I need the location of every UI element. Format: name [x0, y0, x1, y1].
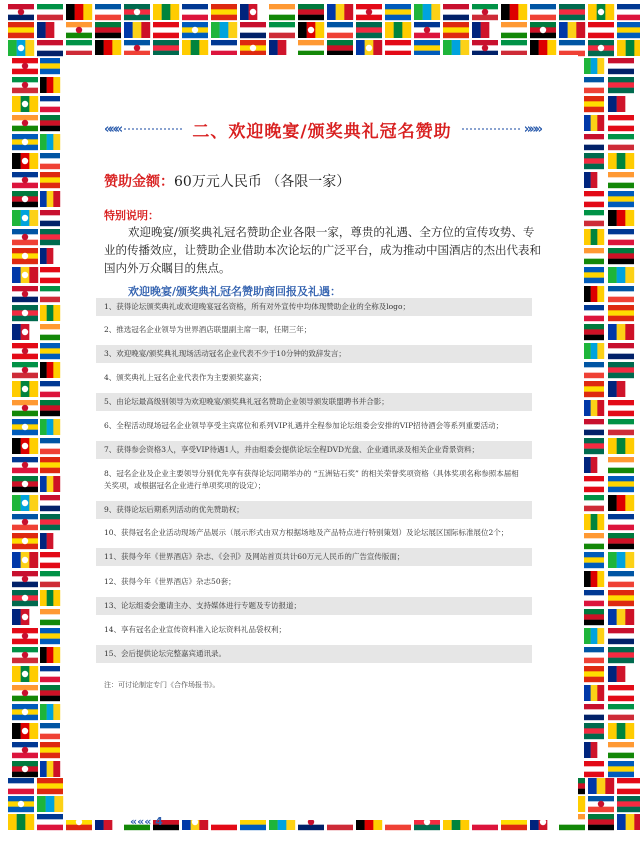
flag-tile — [12, 77, 38, 93]
flag-tile — [40, 514, 60, 530]
flag-tile — [37, 778, 63, 794]
flag-tile — [240, 4, 266, 20]
sponsorship-amount — [104, 171, 350, 191]
page-title: 二、欢迎晚宴/颁奖典礼冠名赞助 — [192, 121, 452, 142]
flag-tile — [40, 495, 60, 511]
flag-tile — [584, 362, 604, 378]
flag-tile — [530, 4, 556, 20]
flag-tile — [40, 571, 60, 587]
flag-tile — [584, 286, 604, 302]
flag-tile — [472, 40, 498, 56]
flag-tile — [37, 40, 63, 56]
flag-tile — [40, 362, 60, 378]
flag-tile — [8, 40, 34, 56]
flag-tile — [12, 590, 38, 606]
flag-tile — [608, 704, 634, 720]
flag-tile — [584, 457, 604, 473]
flag-tile — [40, 742, 60, 758]
flag-tile — [182, 22, 208, 38]
flag-tile — [617, 4, 640, 20]
flag-tile — [40, 590, 60, 606]
flag-tile — [12, 153, 38, 169]
flag-tile — [12, 58, 38, 74]
flag-tile — [608, 571, 634, 587]
flag-tile — [584, 58, 604, 74]
flag-tile — [12, 343, 38, 359]
flag-tile — [584, 229, 604, 245]
flag-tile — [12, 210, 38, 226]
flag-tile — [124, 40, 150, 56]
flag-tile — [40, 761, 60, 777]
flag-tile — [608, 343, 634, 359]
flag-tile — [12, 704, 38, 720]
flag-tile — [40, 115, 60, 131]
flag-tile — [414, 4, 440, 20]
flag-tile — [584, 96, 604, 112]
flag-tile — [40, 305, 60, 321]
flag-tile — [608, 153, 634, 169]
flag-tile — [584, 153, 604, 169]
page-chevron-icon: ««« — [130, 815, 152, 828]
flag-tile — [588, 796, 614, 812]
flag-tile — [617, 22, 640, 38]
flag-tile — [8, 814, 34, 830]
flag-tile — [153, 40, 179, 56]
flag-tile — [608, 229, 634, 245]
flag-tile — [501, 4, 527, 20]
flag-tile — [584, 685, 604, 701]
flag-tile — [12, 362, 38, 378]
flag-tile — [608, 476, 634, 492]
flag-tile — [12, 647, 38, 663]
flag-tile — [584, 514, 604, 530]
flag-tile — [584, 115, 604, 131]
list-item: 12、获得今年《世界酒店》杂志50套； — [104, 577, 236, 586]
flag-tile — [40, 552, 60, 568]
flag-tile — [12, 742, 38, 758]
flag-tile — [584, 77, 604, 93]
flag-tile — [608, 58, 634, 74]
flag-tile — [40, 267, 60, 283]
list-item: 9、获得论坛后期系列活动的优先赞助权； — [96, 501, 532, 519]
flag-tile — [40, 343, 60, 359]
flag-tile — [40, 476, 60, 492]
flag-tile — [608, 248, 634, 264]
flag-tile — [66, 40, 92, 56]
flag-tile — [356, 4, 382, 20]
flag-tile — [414, 40, 440, 56]
flag-tile — [12, 419, 38, 435]
left-chevron-icon: ««« — [104, 121, 121, 137]
title-rule-right — [462, 128, 520, 130]
flag-tile — [12, 685, 38, 701]
flag-tile — [584, 704, 604, 720]
flag-tile — [37, 4, 63, 20]
flag-tile — [559, 4, 585, 20]
special-note-heading: 特别说明： — [104, 209, 159, 222]
flag-tile — [40, 723, 60, 739]
flag-tile — [584, 476, 604, 492]
flag-tile — [584, 742, 604, 758]
flag-tile — [269, 4, 295, 20]
flag-tile — [269, 22, 295, 38]
flag-tile — [327, 40, 353, 56]
flag-tile — [298, 40, 324, 56]
flag-tile — [40, 286, 60, 302]
list-item: 7、获得参会资格3人，享受VIP待遇1人，并由组委会提供论坛全程DVD光盘、企业通讯录及相关企业背景资料； — [96, 441, 532, 459]
flag-tile — [12, 134, 38, 150]
flag-tile — [8, 778, 34, 794]
flag-tile — [584, 381, 604, 397]
amount-value: 60万元人民币 （各限一家） — [174, 174, 351, 190]
flag-tile — [472, 22, 498, 38]
flag-tile — [530, 40, 556, 56]
flag-tile — [559, 22, 585, 38]
flag-tile — [40, 172, 60, 188]
flag-tile — [12, 609, 38, 625]
flag-tile — [153, 22, 179, 38]
flag-tile — [588, 22, 614, 38]
flag-tile — [608, 172, 634, 188]
list-item: 14、享有冠名企业宣传资料准入论坛资料礼品袋权利； — [104, 625, 287, 634]
list-item: 6、全程活动现场冠名企业领导享受主宾席位和系列VIP礼遇并全程参加论坛组委会安排的VIP招待酒会等系列重要活动； — [104, 421, 504, 430]
flag-tile — [40, 628, 60, 644]
flag-tile — [584, 647, 604, 663]
flag-tile — [40, 533, 60, 549]
flag-tile — [8, 4, 34, 20]
flag-tile — [66, 22, 92, 38]
flag-tile — [40, 419, 60, 435]
flag-tile — [443, 22, 469, 38]
flag-tile — [40, 324, 60, 340]
flag-tile — [608, 457, 634, 473]
flag-tile — [584, 533, 604, 549]
flag-tile — [588, 40, 614, 56]
footnote: 注：可讨论制定专门《合作场报书》。 — [104, 681, 220, 689]
flag-tile — [12, 514, 38, 530]
flag-tile — [385, 22, 411, 38]
flag-tile — [608, 495, 634, 511]
flag-tile — [385, 40, 411, 56]
flag-tile — [608, 115, 634, 131]
list-item: 4、颁奖典礼上冠名企业代表作为主要颁奖嘉宾； — [104, 373, 267, 382]
flag-tile — [211, 4, 237, 20]
title-row — [104, 118, 540, 140]
flag-tile — [608, 324, 634, 340]
flag-tile — [40, 96, 60, 112]
flag-tile — [584, 761, 604, 777]
flag-tile — [608, 134, 634, 150]
flag-tile — [617, 814, 640, 830]
flag-tile — [40, 400, 60, 416]
flag-tile — [12, 191, 38, 207]
flag-tile — [12, 457, 38, 473]
flag-tile — [95, 22, 121, 38]
flag-tile — [37, 814, 63, 830]
flag-tile — [40, 77, 60, 93]
flag-tile — [608, 685, 634, 701]
right-chevron-icon: »»» — [523, 121, 540, 137]
flag-tile — [608, 191, 634, 207]
flag-tile — [12, 96, 38, 112]
flag-tile — [584, 552, 604, 568]
flag-tile — [608, 438, 634, 454]
flag-tile — [608, 286, 634, 302]
flag-tile — [40, 381, 60, 397]
flag-tile — [501, 22, 527, 38]
list-item: 10、获得冠名企业活动现场产品展示（展示形式由双方根据场地及产品特点进行特别策划）及论坛展区国际标准展位2个； — [104, 528, 509, 537]
flag-tile — [584, 400, 604, 416]
flag-tile — [608, 647, 634, 663]
flag-tile — [584, 324, 604, 340]
flag-tile — [584, 571, 604, 587]
flag-tile — [584, 609, 604, 625]
flag-tile — [584, 723, 604, 739]
flag-tile — [608, 590, 634, 606]
list-item: 11、获得今年《世界酒店》杂志、《会刊》及网站首页共计60万元人民币的广告宣传版面； — [96, 548, 532, 566]
flag-tile — [40, 685, 60, 701]
flag-tile — [356, 40, 382, 56]
flag-tile — [12, 381, 38, 397]
flag-tile — [608, 609, 634, 625]
list-item: 8、冠名企业及企业主要领导分别优先享有获得论坛同期举办的 “五洲钻石奖” 的相关荣誉奖项资格（具体奖项名称参照本届相关奖项，或根据冠名企业进行单项奖项的设定）； — [104, 469, 519, 490]
flag-tile — [40, 248, 60, 264]
list-item: 5、由论坛最高级别领导为欢迎晚宴/颁奖典礼冠名赞助企业领导颁发联盟聘书并合影； — [96, 393, 532, 411]
flag-tile — [584, 438, 604, 454]
flag-tile — [584, 134, 604, 150]
flag-tile — [608, 96, 634, 112]
flag-tile — [501, 40, 527, 56]
flag-tile — [240, 22, 266, 38]
flag-tile — [40, 438, 60, 454]
flag-tile — [617, 778, 640, 794]
flag-tile — [584, 267, 604, 283]
flag-tile — [356, 22, 382, 38]
flag-tile — [12, 286, 38, 302]
flag-tile — [182, 4, 208, 20]
flag-tile — [12, 438, 38, 454]
flag-tile — [608, 400, 634, 416]
flag-tile — [608, 77, 634, 93]
flag-tile — [12, 305, 38, 321]
flag-tile — [584, 191, 604, 207]
content-page — [66, 55, 578, 828]
flag-tile — [40, 153, 60, 169]
flag-tile — [12, 723, 38, 739]
list-item: 15、会后提供论坛完整嘉宾通讯录。 — [96, 645, 532, 663]
flag-tile — [584, 172, 604, 188]
flag-tile — [608, 666, 634, 682]
title-rule-left — [124, 128, 182, 130]
flag-tile — [608, 267, 634, 283]
amount-label: 赞助金额： — [104, 174, 174, 190]
flag-tile — [327, 22, 353, 38]
flag-tile — [608, 552, 634, 568]
list-item: 3、欢迎晚宴/颁奖典礼现场活动冠名企业代表不少于10分钟的致辞发言； — [96, 345, 532, 363]
flag-tile — [66, 4, 92, 20]
flag-tile — [95, 4, 121, 20]
flag-tile — [40, 609, 60, 625]
flag-tile — [608, 514, 634, 530]
flag-tile — [588, 814, 614, 830]
page-number-value: 4 — [155, 815, 163, 828]
flag-tile — [584, 343, 604, 359]
flag-tile — [40, 666, 60, 682]
flag-tile — [124, 4, 150, 20]
flag-tile — [608, 381, 634, 397]
flag-tile — [608, 533, 634, 549]
flag-tile — [37, 22, 63, 38]
list-item: 2、推选冠名企业领导为世界酒店联盟副主席一职，任期三年； — [104, 325, 312, 334]
benefits-heading: 欢迎晚宴/颁奖典礼冠名赞助商回报及礼遇： — [128, 285, 342, 298]
flag-tile — [608, 419, 634, 435]
flag-tile — [12, 533, 38, 549]
flag-tile — [40, 58, 60, 74]
flag-tile — [298, 22, 324, 38]
flag-tile — [12, 115, 38, 131]
flag-tile — [298, 4, 324, 20]
flag-tile — [12, 628, 38, 644]
flag-tile — [12, 571, 38, 587]
flag-tile — [12, 552, 38, 568]
flag-tile — [12, 229, 38, 245]
flag-tile — [443, 40, 469, 56]
flag-tile — [385, 4, 411, 20]
flag-tile — [12, 495, 38, 511]
flag-tile — [584, 305, 604, 321]
flag-tile — [530, 22, 556, 38]
flag-tile — [608, 723, 634, 739]
flag-tile — [12, 666, 38, 682]
flag-tile — [608, 742, 634, 758]
flag-tile — [40, 647, 60, 663]
flag-tile — [12, 761, 38, 777]
flag-tile — [12, 248, 38, 264]
flag-tile — [12, 324, 38, 340]
flag-tile — [617, 796, 640, 812]
flag-tile — [40, 191, 60, 207]
flag-tile — [588, 778, 614, 794]
flag-tile — [584, 210, 604, 226]
flag-tile — [240, 40, 266, 56]
flag-tile — [95, 40, 121, 56]
special-note-text: 欢迎晚宴/颁奖典礼冠名赞助企业各限一家，尊贵的礼遇、全方位的宣传攻势、专业的传播效应，让赞助企业借助本次论坛的广泛平台，成为推动中国酒店的杰出代表和国内外万众瞩目的焦点。 — [104, 225, 541, 275]
list-item: 13、论坛组委会邀请主办、支持媒体进行专题及专访报道； — [96, 597, 532, 615]
flag-tile — [153, 4, 179, 20]
flag-tile — [211, 22, 237, 38]
flag-tile — [584, 495, 604, 511]
flag-tile — [40, 457, 60, 473]
flag-tile — [12, 400, 38, 416]
flag-tile — [12, 172, 38, 188]
flag-tile — [182, 40, 208, 56]
flag-tile — [584, 666, 604, 682]
flag-tile — [40, 229, 60, 245]
flag-tile — [12, 476, 38, 492]
flag-tile — [8, 796, 34, 812]
flag-tile — [608, 305, 634, 321]
flag-tile — [588, 4, 614, 20]
flag-tile — [584, 628, 604, 644]
flag-tile — [37, 796, 63, 812]
flag-tile — [584, 419, 604, 435]
flag-tile — [414, 22, 440, 38]
page-number — [130, 815, 163, 828]
flag-tile — [584, 248, 604, 264]
flag-tile — [40, 704, 60, 720]
flag-tile — [443, 4, 469, 20]
flag-tile — [472, 4, 498, 20]
list-item: 1、获得论坛颁奖典礼或欢迎晚宴冠名资格，所有对外宣传中均体现赞助企业的全称及logo； — [96, 298, 532, 316]
flag-tile — [559, 40, 585, 56]
flag-tile — [608, 362, 634, 378]
flag-tile — [327, 4, 353, 20]
flag-tile — [608, 761, 634, 777]
flag-tile — [269, 40, 295, 56]
flag-tile — [584, 590, 604, 606]
flag-tile — [40, 134, 60, 150]
flag-tile — [12, 267, 38, 283]
flag-tile — [608, 210, 634, 226]
flag-tile — [211, 40, 237, 56]
flag-tile — [608, 628, 634, 644]
flag-tile — [40, 210, 60, 226]
flag-tile — [124, 22, 150, 38]
flag-tile — [617, 40, 640, 56]
flag-tile — [8, 22, 34, 38]
